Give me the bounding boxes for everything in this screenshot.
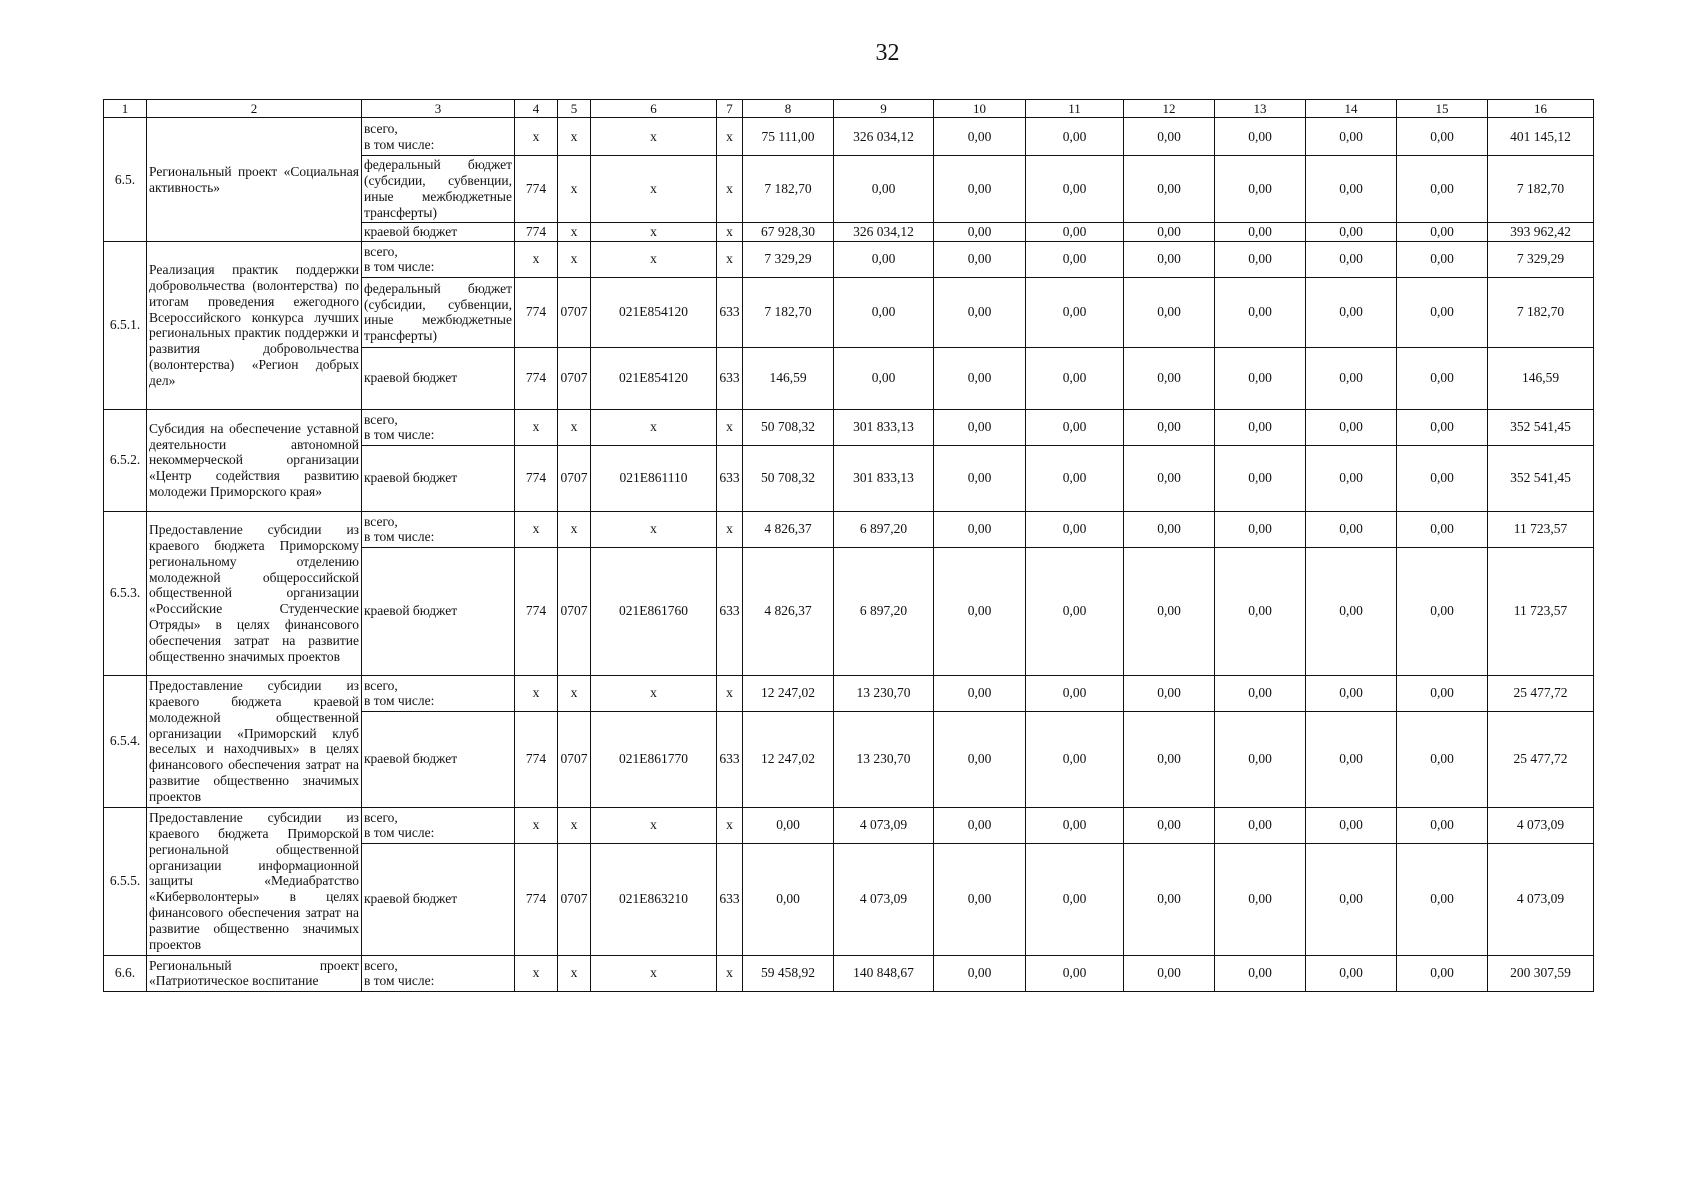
year-value: 0,00 <box>934 241 1026 277</box>
year-value: 0,00 <box>1306 807 1397 843</box>
year-value: 0,00 <box>834 241 934 277</box>
year-value: 0,00 <box>1397 347 1488 409</box>
year-value: 0,00 <box>1215 547 1306 675</box>
year-value: 0,00 <box>1215 807 1306 843</box>
total-value: 7 329,29 <box>1488 241 1594 277</box>
grbs-code: 774 <box>515 547 558 675</box>
total-value: 352 541,45 <box>1488 409 1594 445</box>
grbs-code: 774 <box>515 223 558 242</box>
year-value: 0,00 <box>1306 223 1397 242</box>
year-value: 0,00 <box>1397 511 1488 547</box>
year-value: 0,00 <box>1397 277 1488 347</box>
header-cell: 8 <box>743 100 834 118</box>
table-row <box>104 409 1594 445</box>
year-value: 12 247,02 <box>743 711 834 807</box>
year-value: 0,00 <box>1026 118 1124 156</box>
year-value: 326 034,12 <box>834 118 934 156</box>
year-value: 6 897,20 <box>834 547 934 675</box>
year-value: 0,00 <box>1306 409 1397 445</box>
year-value: 0,00 <box>1026 955 1124 991</box>
total-value: 4 073,09 <box>1488 843 1594 955</box>
year-value: 0,00 <box>1026 675 1124 711</box>
section-code: x <box>558 118 591 156</box>
grbs-code: x <box>515 807 558 843</box>
year-value: 0,00 <box>1026 511 1124 547</box>
expense-type-code: x <box>717 511 743 547</box>
funding-source: краевой бюджет <box>362 223 515 242</box>
table-row <box>104 118 1594 156</box>
section-code: x <box>558 223 591 242</box>
year-value: 0,00 <box>1124 118 1215 156</box>
item-number: 6.5.3. <box>104 511 147 675</box>
item-number: 6.5. <box>104 118 147 242</box>
funding-source: федеральный бюджет (субсидии, субвенции, иные межбюджетные трансферты) <box>362 277 515 347</box>
section-code: x <box>558 675 591 711</box>
header-cell: 12 <box>1124 100 1215 118</box>
expense-type-code: x <box>717 409 743 445</box>
header-cell: 16 <box>1488 100 1594 118</box>
total-value: 7 182,70 <box>1488 156 1594 223</box>
total-value: 11 723,57 <box>1488 511 1594 547</box>
year-value: 0,00 <box>1026 223 1124 242</box>
section-code: x <box>558 807 591 843</box>
item-number: 6.5.4. <box>104 675 147 807</box>
year-value: 0,00 <box>1215 156 1306 223</box>
year-value: 4 826,37 <box>743 511 834 547</box>
expense-type-code: x <box>717 955 743 991</box>
item-name: Субсидия на обеспечение уставной деятельности автономной некоммерческой организации «Центр содействия развитию молодежи Приморского края» <box>147 409 362 511</box>
year-value: 0,00 <box>934 156 1026 223</box>
year-value: 301 833,13 <box>834 409 934 445</box>
year-value: 13 230,70 <box>834 675 934 711</box>
item-name: Предоставление субсидии из краевого бюджета Приморской региональной общественной организации информационной защиты «Медиабратство «Киберволонтеры» в целях финансового обеспечения затрат на развитие общественно значимых проектов <box>147 807 362 955</box>
year-value: 75 111,00 <box>743 118 834 156</box>
expense-type-code: x <box>717 241 743 277</box>
item-number: 6.6. <box>104 955 147 991</box>
year-value: 0,00 <box>1306 445 1397 511</box>
target-article-code: x <box>591 223 717 242</box>
grbs-code: 774 <box>515 843 558 955</box>
year-value: 0,00 <box>934 347 1026 409</box>
target-article-code: x <box>591 156 717 223</box>
header-cell: 14 <box>1306 100 1397 118</box>
section-code: 0707 <box>558 843 591 955</box>
section-code: 0707 <box>558 277 591 347</box>
year-value: 0,00 <box>1124 156 1215 223</box>
funding-source: краевой бюджет <box>362 843 515 955</box>
grbs-code: x <box>515 118 558 156</box>
year-value: 67 928,30 <box>743 223 834 242</box>
year-value: 0,00 <box>934 511 1026 547</box>
year-value: 0,00 <box>1397 547 1488 675</box>
year-value: 0,00 <box>1215 711 1306 807</box>
header-cell: 1 <box>104 100 147 118</box>
table-row <box>104 511 1594 547</box>
header-row <box>104 100 1594 118</box>
expense-type-code: 633 <box>717 711 743 807</box>
header-cell: 13 <box>1215 100 1306 118</box>
header-cell: 6 <box>591 100 717 118</box>
expense-type-code: x <box>717 118 743 156</box>
expense-type-code: 633 <box>717 843 743 955</box>
target-article-code: x <box>591 807 717 843</box>
year-value: 0,00 <box>1026 547 1124 675</box>
grbs-code: 774 <box>515 445 558 511</box>
year-value: 59 458,92 <box>743 955 834 991</box>
total-value: 25 477,72 <box>1488 675 1594 711</box>
year-value: 6 897,20 <box>834 511 934 547</box>
year-value: 0,00 <box>1397 955 1488 991</box>
section-code: x <box>558 955 591 991</box>
year-value: 0,00 <box>1124 547 1215 675</box>
year-value: 0,00 <box>934 807 1026 843</box>
target-article-code: 021E861110 <box>591 445 717 511</box>
grbs-code: 774 <box>515 711 558 807</box>
year-value: 140 848,67 <box>834 955 934 991</box>
header-cell: 4 <box>515 100 558 118</box>
table-row <box>104 675 1594 711</box>
section-code: x <box>558 511 591 547</box>
year-value: 0,00 <box>1215 955 1306 991</box>
item-number: 6.5.2. <box>104 409 147 511</box>
year-value: 0,00 <box>1397 409 1488 445</box>
year-value: 0,00 <box>1397 711 1488 807</box>
year-value: 0,00 <box>834 347 934 409</box>
year-value: 50 708,32 <box>743 445 834 511</box>
section-code: x <box>558 241 591 277</box>
budget-table <box>103 99 1594 992</box>
grbs-code: 774 <box>515 156 558 223</box>
section-code: x <box>558 156 591 223</box>
year-value: 0,00 <box>1397 807 1488 843</box>
year-value: 0,00 <box>1306 711 1397 807</box>
expense-type-code: 633 <box>717 445 743 511</box>
expense-type-code: 633 <box>717 347 743 409</box>
year-value: 0,00 <box>934 118 1026 156</box>
section-code: 0707 <box>558 547 591 675</box>
year-value: 7 182,70 <box>743 277 834 347</box>
header-cell: 10 <box>934 100 1026 118</box>
expense-type-code: x <box>717 223 743 242</box>
year-value: 0,00 <box>1397 241 1488 277</box>
year-value: 0,00 <box>1306 511 1397 547</box>
item-name: Региональный проект «Патриотическое воспитание <box>147 955 362 991</box>
funding-source: всего, в том числе: <box>362 807 515 843</box>
year-value: 0,00 <box>1306 277 1397 347</box>
total-value: 4 073,09 <box>1488 807 1594 843</box>
year-value: 0,00 <box>1397 843 1488 955</box>
year-value: 4 826,37 <box>743 547 834 675</box>
header-cell: 15 <box>1397 100 1488 118</box>
table-row <box>104 241 1594 277</box>
target-article-code: x <box>591 118 717 156</box>
year-value: 0,00 <box>934 711 1026 807</box>
grbs-code: 774 <box>515 277 558 347</box>
total-value: 352 541,45 <box>1488 445 1594 511</box>
year-value: 0,00 <box>1306 955 1397 991</box>
year-value: 4 073,09 <box>834 843 934 955</box>
total-value: 200 307,59 <box>1488 955 1594 991</box>
year-value: 0,00 <box>1306 843 1397 955</box>
item-name: Предоставление субсидии из краевого бюджета краевой молодежной общественной организации «Приморский клуб веселых и находчивых» в целях финансового обеспечения затрат на развитие общественно значимых проектов <box>147 675 362 807</box>
grbs-code: 774 <box>515 347 558 409</box>
grbs-code: x <box>515 241 558 277</box>
year-value: 0,00 <box>1124 955 1215 991</box>
year-value: 0,00 <box>1306 241 1397 277</box>
year-value: 301 833,13 <box>834 445 934 511</box>
year-value: 0,00 <box>1397 118 1488 156</box>
total-value: 11 723,57 <box>1488 547 1594 675</box>
item-number: 6.5.5. <box>104 807 147 955</box>
year-value: 0,00 <box>1124 223 1215 242</box>
funding-source: федеральный бюджет (субсидии, субвенции, иные межбюджетные трансферты) <box>362 156 515 223</box>
header-cell: 7 <box>717 100 743 118</box>
year-value: 0,00 <box>1124 807 1215 843</box>
expense-type-code: x <box>717 675 743 711</box>
total-value: 25 477,72 <box>1488 711 1594 807</box>
year-value: 0,00 <box>1215 241 1306 277</box>
grbs-code: x <box>515 675 558 711</box>
funding-source: всего, в том числе: <box>362 511 515 547</box>
year-value: 0,00 <box>1215 843 1306 955</box>
funding-source: краевой бюджет <box>362 711 515 807</box>
year-value: 0,00 <box>1124 277 1215 347</box>
year-value: 0,00 <box>934 445 1026 511</box>
funding-source: краевой бюджет <box>362 445 515 511</box>
section-code: x <box>558 409 591 445</box>
year-value: 0,00 <box>1215 445 1306 511</box>
year-value: 50 708,32 <box>743 409 834 445</box>
item-name: Региональный проект «Социальная активность» <box>147 118 362 242</box>
target-article-code: 021E854120 <box>591 277 717 347</box>
grbs-code: x <box>515 511 558 547</box>
year-value: 0,00 <box>934 843 1026 955</box>
year-value: 0,00 <box>934 675 1026 711</box>
funding-source: всего, в том числе: <box>362 955 515 991</box>
expense-type-code: 633 <box>717 547 743 675</box>
year-value: 7 329,29 <box>743 241 834 277</box>
total-value: 7 182,70 <box>1488 277 1594 347</box>
year-value: 0,00 <box>934 547 1026 675</box>
target-article-code: x <box>591 511 717 547</box>
year-value: 0,00 <box>1026 277 1124 347</box>
year-value: 0,00 <box>1306 347 1397 409</box>
year-value: 12 247,02 <box>743 675 834 711</box>
funding-source: краевой бюджет <box>362 347 515 409</box>
year-value: 7 182,70 <box>743 156 834 223</box>
expense-type-code: x <box>717 156 743 223</box>
total-value: 393 962,42 <box>1488 223 1594 242</box>
year-value: 0,00 <box>1306 156 1397 223</box>
target-article-code: 021E861770 <box>591 711 717 807</box>
year-value: 0,00 <box>1124 241 1215 277</box>
year-value: 0,00 <box>1215 409 1306 445</box>
total-value: 401 145,12 <box>1488 118 1594 156</box>
header-cell: 5 <box>558 100 591 118</box>
year-value: 0,00 <box>743 843 834 955</box>
year-value: 0,00 <box>743 807 834 843</box>
year-value: 0,00 <box>1306 675 1397 711</box>
year-value: 0,00 <box>834 277 934 347</box>
year-value: 0,00 <box>1397 445 1488 511</box>
funding-source: всего, в том числе: <box>362 241 515 277</box>
header-cell: 9 <box>834 100 934 118</box>
item-name: Предоставление субсидии из краевого бюджета Приморскому региональному отделению молодежной общероссийской общественной организации «Российские Студенческие Отряды» в целях финансового обеспечения затрат на развитие общественно значимых проектов <box>147 511 362 675</box>
section-code: 0707 <box>558 711 591 807</box>
year-value: 0,00 <box>1215 347 1306 409</box>
table-row <box>104 807 1594 843</box>
year-value: 0,00 <box>1215 675 1306 711</box>
year-value: 0,00 <box>934 955 1026 991</box>
expense-type-code: 633 <box>717 277 743 347</box>
item-number: 6.5.1. <box>104 241 147 409</box>
year-value: 0,00 <box>1124 347 1215 409</box>
year-value: 0,00 <box>1124 445 1215 511</box>
year-value: 0,00 <box>1124 711 1215 807</box>
year-value: 0,00 <box>934 409 1026 445</box>
funding-source: краевой бюджет <box>362 547 515 675</box>
section-code: 0707 <box>558 445 591 511</box>
year-value: 0,00 <box>1215 277 1306 347</box>
total-value: 146,59 <box>1488 347 1594 409</box>
header-cell: 3 <box>362 100 515 118</box>
year-value: 146,59 <box>743 347 834 409</box>
year-value: 0,00 <box>1397 675 1488 711</box>
table-row <box>104 955 1594 991</box>
year-value: 326 034,12 <box>834 223 934 242</box>
header-cell: 2 <box>147 100 362 118</box>
target-article-code: x <box>591 955 717 991</box>
item-name: Реализация практик поддержки добровольчества (волонтерства) по итогам проведения ежегодного Всероссийского конкурса лучших региональных практик поддержки и развития добровольчества (волонтерства) «Регион добрых дел» <box>147 241 362 409</box>
grbs-code: x <box>515 955 558 991</box>
year-value: 4 073,09 <box>834 807 934 843</box>
year-value: 0,00 <box>934 223 1026 242</box>
funding-source: всего, в том числе: <box>362 409 515 445</box>
year-value: 0,00 <box>1026 445 1124 511</box>
year-value: 0,00 <box>1124 409 1215 445</box>
target-article-code: x <box>591 409 717 445</box>
year-value: 0,00 <box>1397 223 1488 242</box>
year-value: 0,00 <box>1124 511 1215 547</box>
year-value: 0,00 <box>1124 675 1215 711</box>
year-value: 0,00 <box>1026 409 1124 445</box>
target-article-code: 021E863210 <box>591 843 717 955</box>
year-value: 0,00 <box>1215 118 1306 156</box>
year-value: 0,00 <box>834 156 934 223</box>
year-value: 0,00 <box>934 277 1026 347</box>
funding-source: всего, в том числе: <box>362 675 515 711</box>
year-value: 0,00 <box>1397 156 1488 223</box>
target-article-code: x <box>591 241 717 277</box>
target-article-code: x <box>591 675 717 711</box>
section-code: 0707 <box>558 347 591 409</box>
year-value: 0,00 <box>1306 547 1397 675</box>
year-value: 0,00 <box>1215 511 1306 547</box>
header-cell: 11 <box>1026 100 1124 118</box>
year-value: 0,00 <box>1124 843 1215 955</box>
year-value: 0,00 <box>1306 118 1397 156</box>
funding-source: всего, в том числе: <box>362 118 515 156</box>
page-number: 32 <box>875 40 900 66</box>
year-value: 0,00 <box>1026 241 1124 277</box>
grbs-code: x <box>515 409 558 445</box>
year-value: 0,00 <box>1026 843 1124 955</box>
year-value: 0,00 <box>1026 156 1124 223</box>
year-value: 0,00 <box>1026 807 1124 843</box>
year-value: 0,00 <box>1215 223 1306 242</box>
target-article-code: 021E861760 <box>591 547 717 675</box>
year-value: 0,00 <box>1026 347 1124 409</box>
target-article-code: 021E854120 <box>591 347 717 409</box>
year-value: 13 230,70 <box>834 711 934 807</box>
year-value: 0,00 <box>1026 711 1124 807</box>
expense-type-code: x <box>717 807 743 843</box>
